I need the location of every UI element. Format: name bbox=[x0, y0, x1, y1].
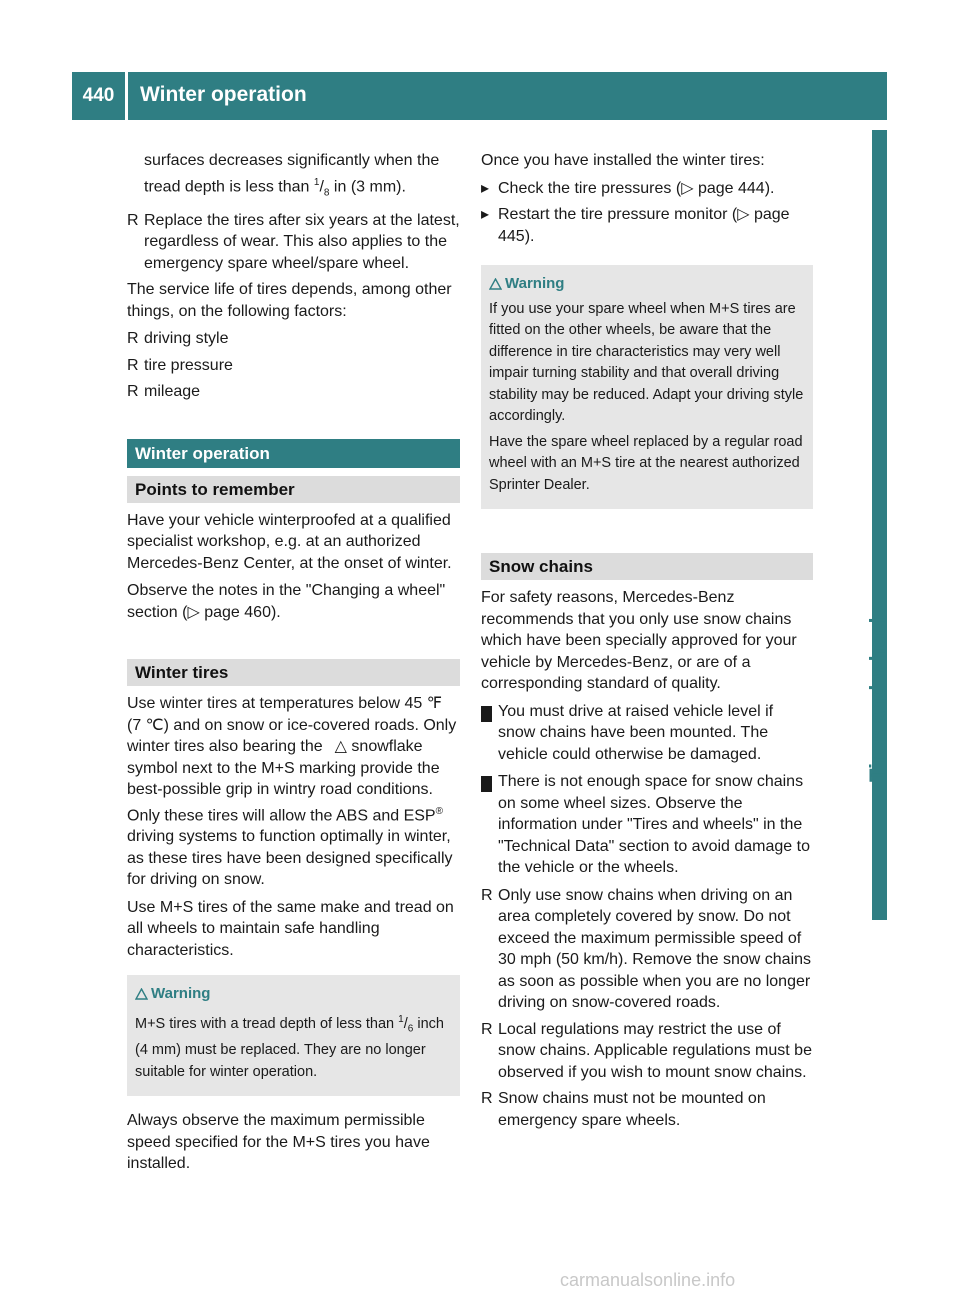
intro-continued: surfaces decreases significantly when the tread depth is less than $^1/_8$ in (3 mm). bbox=[144, 152, 440, 199]
bullet-icon: R bbox=[127, 356, 139, 374]
list-item: R Local regulations may restrict the use of snow chains. Applicable regulations must be observed if you wish to mount snow chains. bbox=[481, 1020, 812, 1081]
warning-triangle-icon bbox=[135, 985, 148, 1007]
note-item: ! You must drive at raised vehicle level if snow chains have been mounted. The vehicle could otherwise be damaged. bbox=[475, 702, 774, 763]
page-title: Winter operation bbox=[140, 83, 307, 106]
list-item: R mileage bbox=[127, 381, 460, 403]
warning-triangle-icon bbox=[489, 275, 502, 297]
list-item: R Replace the tires after six years at the latest, regardless of wear. This also applies to the emergency spare wheel/spare wheel. bbox=[127, 211, 460, 272]
subsection-heading: Winter tires bbox=[127, 659, 460, 686]
bullet-icon: R bbox=[481, 1090, 493, 1107]
list-item: R Only use snow chains when driving on an area completely covered by snow. Do not exceed the maximum permissible speed of 30 mph (50 km/h). Remove the snow chains as soon as possible when you are no longer driving on snow-covered roads. bbox=[481, 886, 812, 1011]
page-ref-link[interactable]: page 460 bbox=[204, 603, 271, 621]
subsection-heading: Snow chains bbox=[481, 553, 813, 580]
left-column bbox=[127, 150, 460, 1181]
step-item: ▸ Check the tire pressures (▷ page 444). bbox=[481, 178, 813, 200]
bullet-icon: R bbox=[127, 330, 139, 348]
section-heading: Winter operation bbox=[127, 439, 460, 468]
warning-heading: Warning bbox=[135, 983, 452, 1005]
step-arrow-icon: ▸ bbox=[481, 206, 490, 223]
paragraph: For safety reasons, Mercedes-Benz recommends that you only use snow chains which have been specially approved for your vehicle by Mercedes-Benz, or are of a corresponding standard of quality. bbox=[481, 589, 797, 692]
right-column bbox=[475, 150, 813, 1136]
bullet-icon: R bbox=[481, 886, 493, 904]
watermark: carmanualsonline.info bbox=[560, 1270, 736, 1290]
page-ref-arrow-icon: ▷ bbox=[681, 179, 694, 197]
side-tab-label: Tires and wheels bbox=[865, 605, 890, 782]
warning-box bbox=[481, 265, 813, 509]
page-number: 440 bbox=[82, 85, 115, 106]
bullet-icon: R bbox=[127, 383, 139, 401]
warning-heading: Warning bbox=[489, 273, 805, 295]
list-item: R Snow chains must not be mounted on emergency spare wheels. bbox=[481, 1090, 766, 1129]
paragraph: The service life of tires depends, among other things, on the following factors: bbox=[127, 281, 452, 320]
bullet-icon: R bbox=[481, 1020, 493, 1038]
paragraph: Once you have installed the winter tires: bbox=[481, 152, 765, 169]
page-ref-link[interactable]: page 445 bbox=[498, 206, 790, 245]
bullet-icon: R bbox=[127, 211, 139, 229]
subsection-heading: Points to remember bbox=[127, 476, 460, 503]
warning-text: Have the spare wheel replaced by a regular road wheel with an M+S tire at the nearest authorized Sprinter Dealer. bbox=[489, 433, 803, 493]
header-divider bbox=[125, 72, 128, 120]
list-item: R tire pressure bbox=[127, 355, 460, 377]
step-arrow-icon: ▸ bbox=[481, 179, 490, 197]
page-ref-arrow-icon: ▷ bbox=[737, 206, 750, 223]
step-item: ▸ Restart the tire pressure monitor (▷ page 445). bbox=[481, 206, 790, 245]
warning-text: If you use your spare wheel when M+S tires are fitted on the other wheels, be aware that the difference in tire characteristics may very well impair turning stability and that overall driving stability may be reduced. Adapt your driving style accordingly. bbox=[489, 300, 804, 424]
paragraph: Observe the notes in the "Changing a wheel" section (▷ page 460). bbox=[127, 582, 446, 621]
warning-box bbox=[127, 975, 460, 1096]
side-tab bbox=[872, 130, 887, 920]
list-item: R driving style bbox=[127, 328, 460, 350]
paragraph: Always observe the maximum permissible speed specified for the M+S tires you have installed. bbox=[127, 1112, 430, 1173]
warning-text: M+S tires with a tread depth of less than $^1/_6$ inch (4 mm) must be replaced. They are no longer suitable for winter operation. bbox=[135, 1013, 444, 1080]
exclamation-icon: ! bbox=[481, 776, 492, 792]
exclamation-icon: ! bbox=[481, 706, 492, 722]
paragraph: Use winter tires at temperatures below 45 ℉ (7 ℃) and on snow or ice-covered roads. Only winter tires also bearing the △ snowflake symbol next to the M+S marking provide the best-possible grip in wintry road conditions. Only these tires will allow the ABS and ESP® driving systems to function optimally in winter, as these tires have been designed specifically for driving on snow. bbox=[127, 695, 457, 889]
snowflake-mountain-icon: △ bbox=[334, 738, 347, 756]
note-item: ! There is not enough space for snow chains on some wheel sizes. Observe the information under "Tires and wheels" in the "Technical Data" section to avoid damage to the vehicle or the wheels. bbox=[475, 773, 810, 876]
paragraph: Use M+S tires of the same make and tread on all wheels to maintain safe handling characteristics. bbox=[127, 898, 454, 959]
paragraph: Have your vehicle winterproofed at a qualified specialist workshop, e.g. at an authorized Mercedes-Benz Center, at the onset of winter. bbox=[127, 511, 452, 572]
page-ref-link[interactable]: page 444 bbox=[697, 179, 765, 197]
page-ref-arrow-icon: ▷ bbox=[187, 603, 200, 621]
